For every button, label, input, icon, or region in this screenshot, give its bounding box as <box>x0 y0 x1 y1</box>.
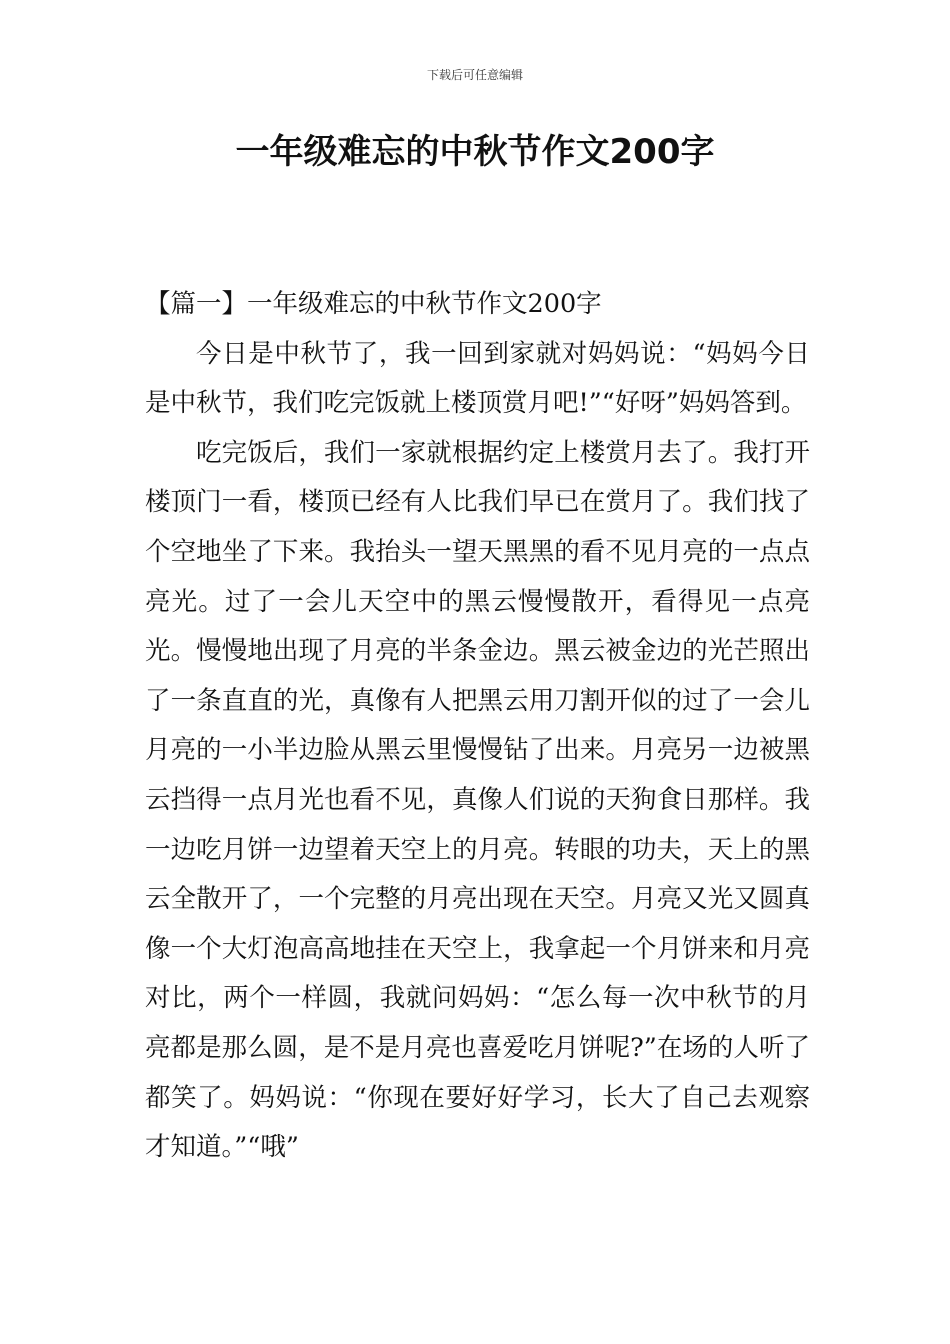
paragraph-1: 今日是中秋节了，我一回到家就对妈妈说：“妈妈今日是中秋节，我们吃完饭就上楼顶赏月吧!”“好呀”妈妈答到。 <box>145 338 810 419</box>
section-heading: 【篇一】一年级难忘的中秋节作文200字 <box>145 289 602 319</box>
article-body <box>145 280 810 1173</box>
document-title: 一年级难忘的中秋节作文200字 <box>235 132 715 172</box>
paragraph-2: 吃完饭后，我们一家就根据约定上楼赏月去了。我打开楼顶门一看，楼顶已经有人比我们早已在赏月了。我们找了个空地坐了下来。我抬头一望天黑黑的看不见月亮的一点点亮光。过了一会儿天空中的黑云慢慢散开，看得见一点亮光。慢慢地出现了月亮的半条金边。黑云被金边的光芒照出了一条直直的光，真像有人把黑云用刀割开似的过了一会儿月亮的一小半边脸从黑云里慢慢钻了出来。月亮另一边被黑云挡得一点月光也看不见，真像人们说的天狗食日那样。我一边吃月饼一边望着天空上的月亮。转眼的功夫，天上的黑云全散开了，一个完整的月亮出现在天空。月亮又光又圆真像一个大灯泡高高地挂在天空上，我拿起一个月饼来和月亮对比，两个一样圆，我就问妈妈：“怎么每一次中秋节的月亮都是那么圆，是不是月亮也喜爱吃月饼呢?”在场的人听了都笑了。妈妈说：“你现在要好好学习，长大了自己去观察才知道。”“哦” <box>145 437 810 1163</box>
header-note: 下载后可任意编辑 <box>426 68 523 82</box>
